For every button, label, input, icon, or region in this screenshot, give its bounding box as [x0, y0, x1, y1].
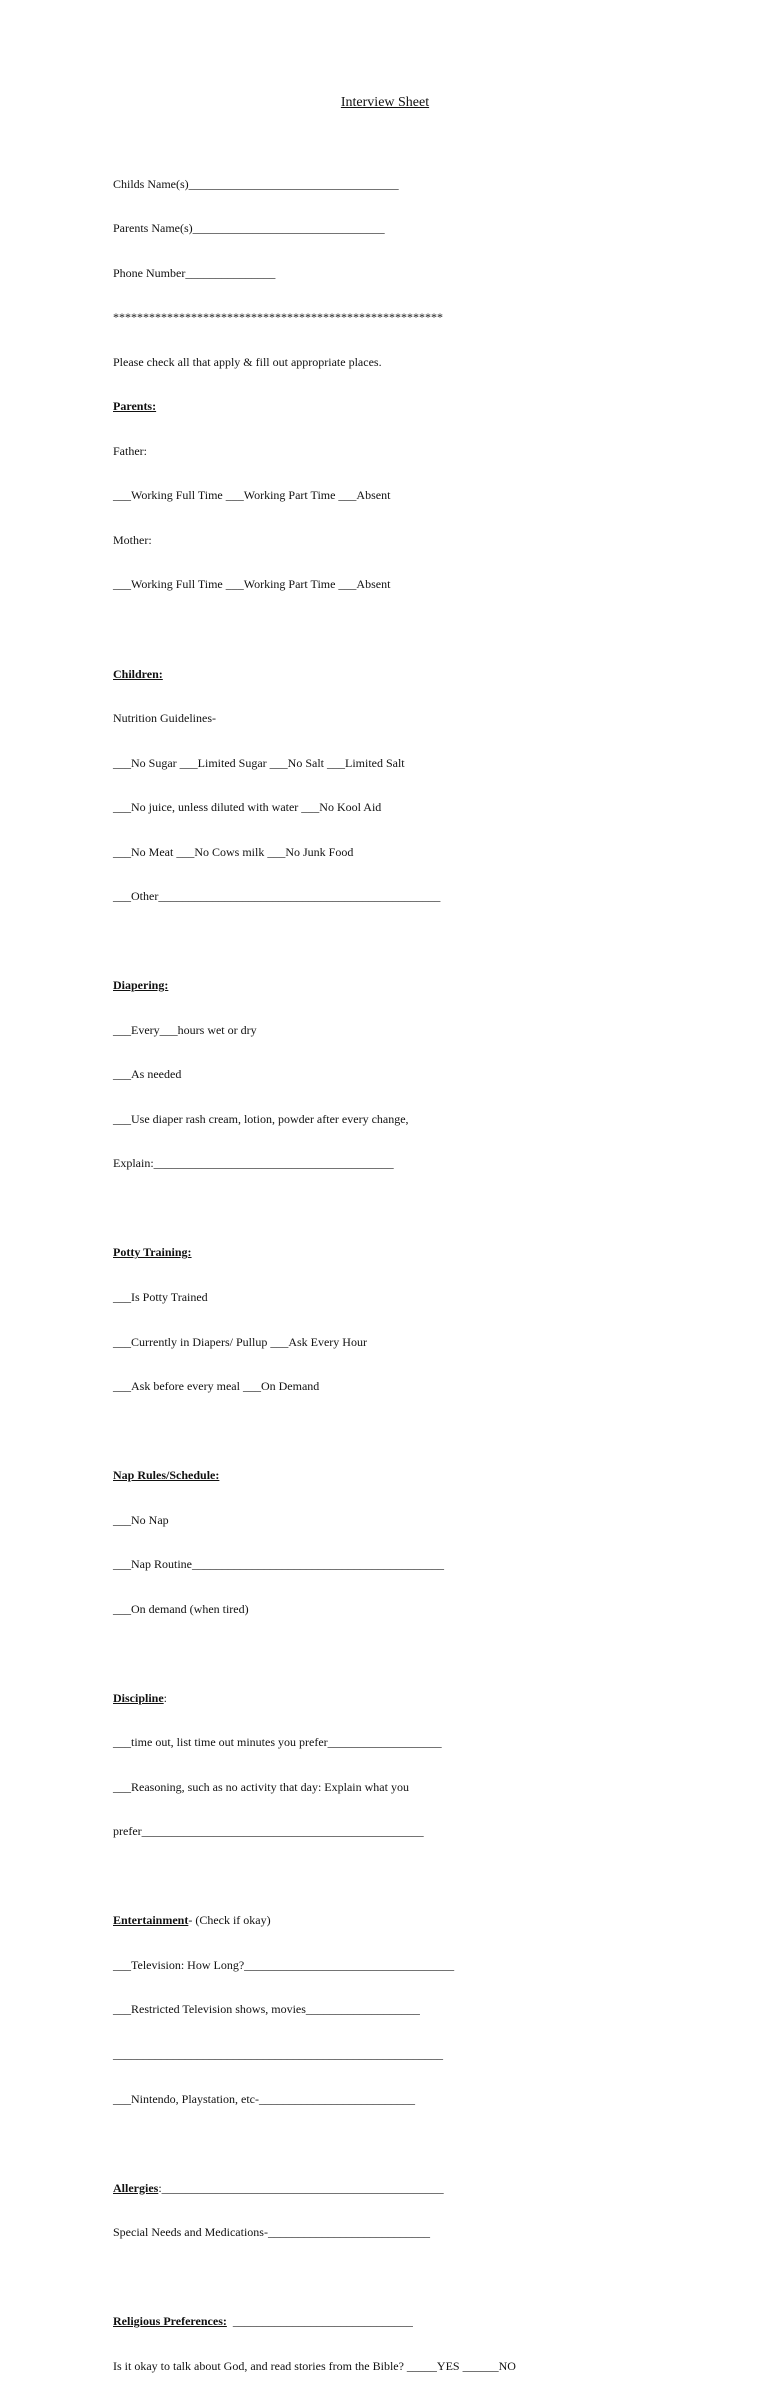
nutrition-options-3: ___No Meat ___No Cows milk ___No Junk Food	[113, 844, 354, 859]
entertainment-option-4: ___Nintendo, Playstation, etc-__________________________	[113, 2091, 415, 2106]
potty-training-heading: Potty Training:	[113, 1245, 192, 1260]
potty-option-1: ___Is Potty Trained	[113, 1289, 208, 1304]
allergies-line	[113, 2181, 753, 2196]
blank-line	[113, 934, 753, 949]
nap-option-2: ___Nap Routine__________________________________________	[113, 1557, 444, 1572]
nutrition-options-2: ___No juice, unless diluted with water ___No Kool Aid	[113, 800, 382, 815]
blank-line	[113, 1424, 753, 1439]
parents-heading: Parents:	[113, 399, 157, 414]
parents-name-field: Parents Name(s)________________________________	[113, 221, 385, 236]
discipline-option-3: prefer_______________________________________________	[113, 1824, 424, 1839]
nutrition-label: Nutrition Guidelines-	[113, 711, 216, 726]
religious-heading: Religious Preferences:	[113, 2314, 227, 2329]
children-heading: Children:	[113, 666, 163, 681]
nutrition-other: ___Other_______________________________________________	[113, 889, 441, 904]
diapering-option-3: ___Use diaper rash cream, lotion, powder after every change,	[113, 1111, 409, 1126]
potty-option-3: ___Ask before every meal ___On Demand	[113, 1379, 320, 1394]
phone-number-field: Phone Number_______________	[113, 265, 276, 280]
allergies-heading: Allergies	[113, 2180, 159, 2195]
mother-label: Mother:	[113, 532, 152, 547]
father-options: ___Working Full Time ___Working Part Time ___Absent	[113, 488, 391, 503]
discipline-colon: :	[163, 1690, 168, 1705]
diapering-explain: Explain:________________________________________	[113, 1156, 394, 1171]
form-body	[113, 147, 753, 2388]
blank-line	[113, 1646, 753, 1661]
entertainment-heading-line	[113, 1913, 753, 1928]
blank-line	[113, 622, 753, 637]
entertainment-option-2: ___Restricted Television shows, movies___________________	[113, 2002, 420, 2017]
entertainment-heading: Entertainment	[113, 1913, 189, 1928]
entertainment-suffix: - (Check if okay)	[188, 1913, 271, 1928]
childs-name-field: Childs Name(s)___________________________________	[113, 176, 399, 191]
entertainment-option-1: ___Television: How Long?___________________________________	[113, 1957, 455, 1972]
blank-line	[113, 2136, 753, 2151]
diapering-option-2: ___As needed	[113, 1067, 182, 1082]
nutrition-options-1: ___No Sugar ___Limited Sugar ___No Salt ___Limited Salt	[113, 755, 405, 770]
asterisk-divider: *******************************************************	[113, 310, 443, 325]
diapering-heading: Diapering:	[113, 978, 169, 993]
mother-options: ___Working Full Time ___Working Part Time ___Absent	[113, 577, 391, 592]
religious-blank: ______________________________	[226, 2314, 413, 2329]
potty-option-2: ___Currently in Diapers/ Pullup ___Ask Every Hour	[113, 1334, 367, 1349]
bible-question: Is it okay to talk about God, and read stories from the Bible? _____YES ______NO	[113, 2358, 516, 2373]
entertainment-option-3: _______________________________________________________	[113, 2047, 443, 2061]
religious-line	[113, 2314, 753, 2329]
diapering-option-1: ___Every___hours wet or dry	[113, 1022, 257, 1037]
allergies-blank: :_______________________________________________	[158, 2180, 444, 2195]
instructions: Please check all that apply & fill out appropriate places.	[113, 354, 382, 369]
discipline-option-1: ___time out, list time out minutes you prefer___________________	[113, 1735, 442, 1750]
discipline-heading: Discipline	[113, 1690, 164, 1705]
discipline-option-2: ___Reasoning, such as no activity that day: Explain what you	[113, 1779, 409, 1794]
nap-option-1: ___No Nap	[113, 1512, 169, 1527]
blank-line	[113, 2270, 753, 2285]
nap-option-3: ___On demand (when tired)	[113, 1601, 249, 1616]
blank-line	[113, 1869, 753, 1884]
discipline-heading-line	[113, 1691, 753, 1706]
nap-heading: Nap Rules/Schedule:	[113, 1468, 220, 1483]
special-needs-field: Special Needs and Medications-___________________________	[113, 2225, 430, 2240]
father-label: Father:	[113, 443, 147, 458]
document-title: Interview Sheet	[340, 95, 430, 110]
blank-line	[113, 1201, 753, 1216]
